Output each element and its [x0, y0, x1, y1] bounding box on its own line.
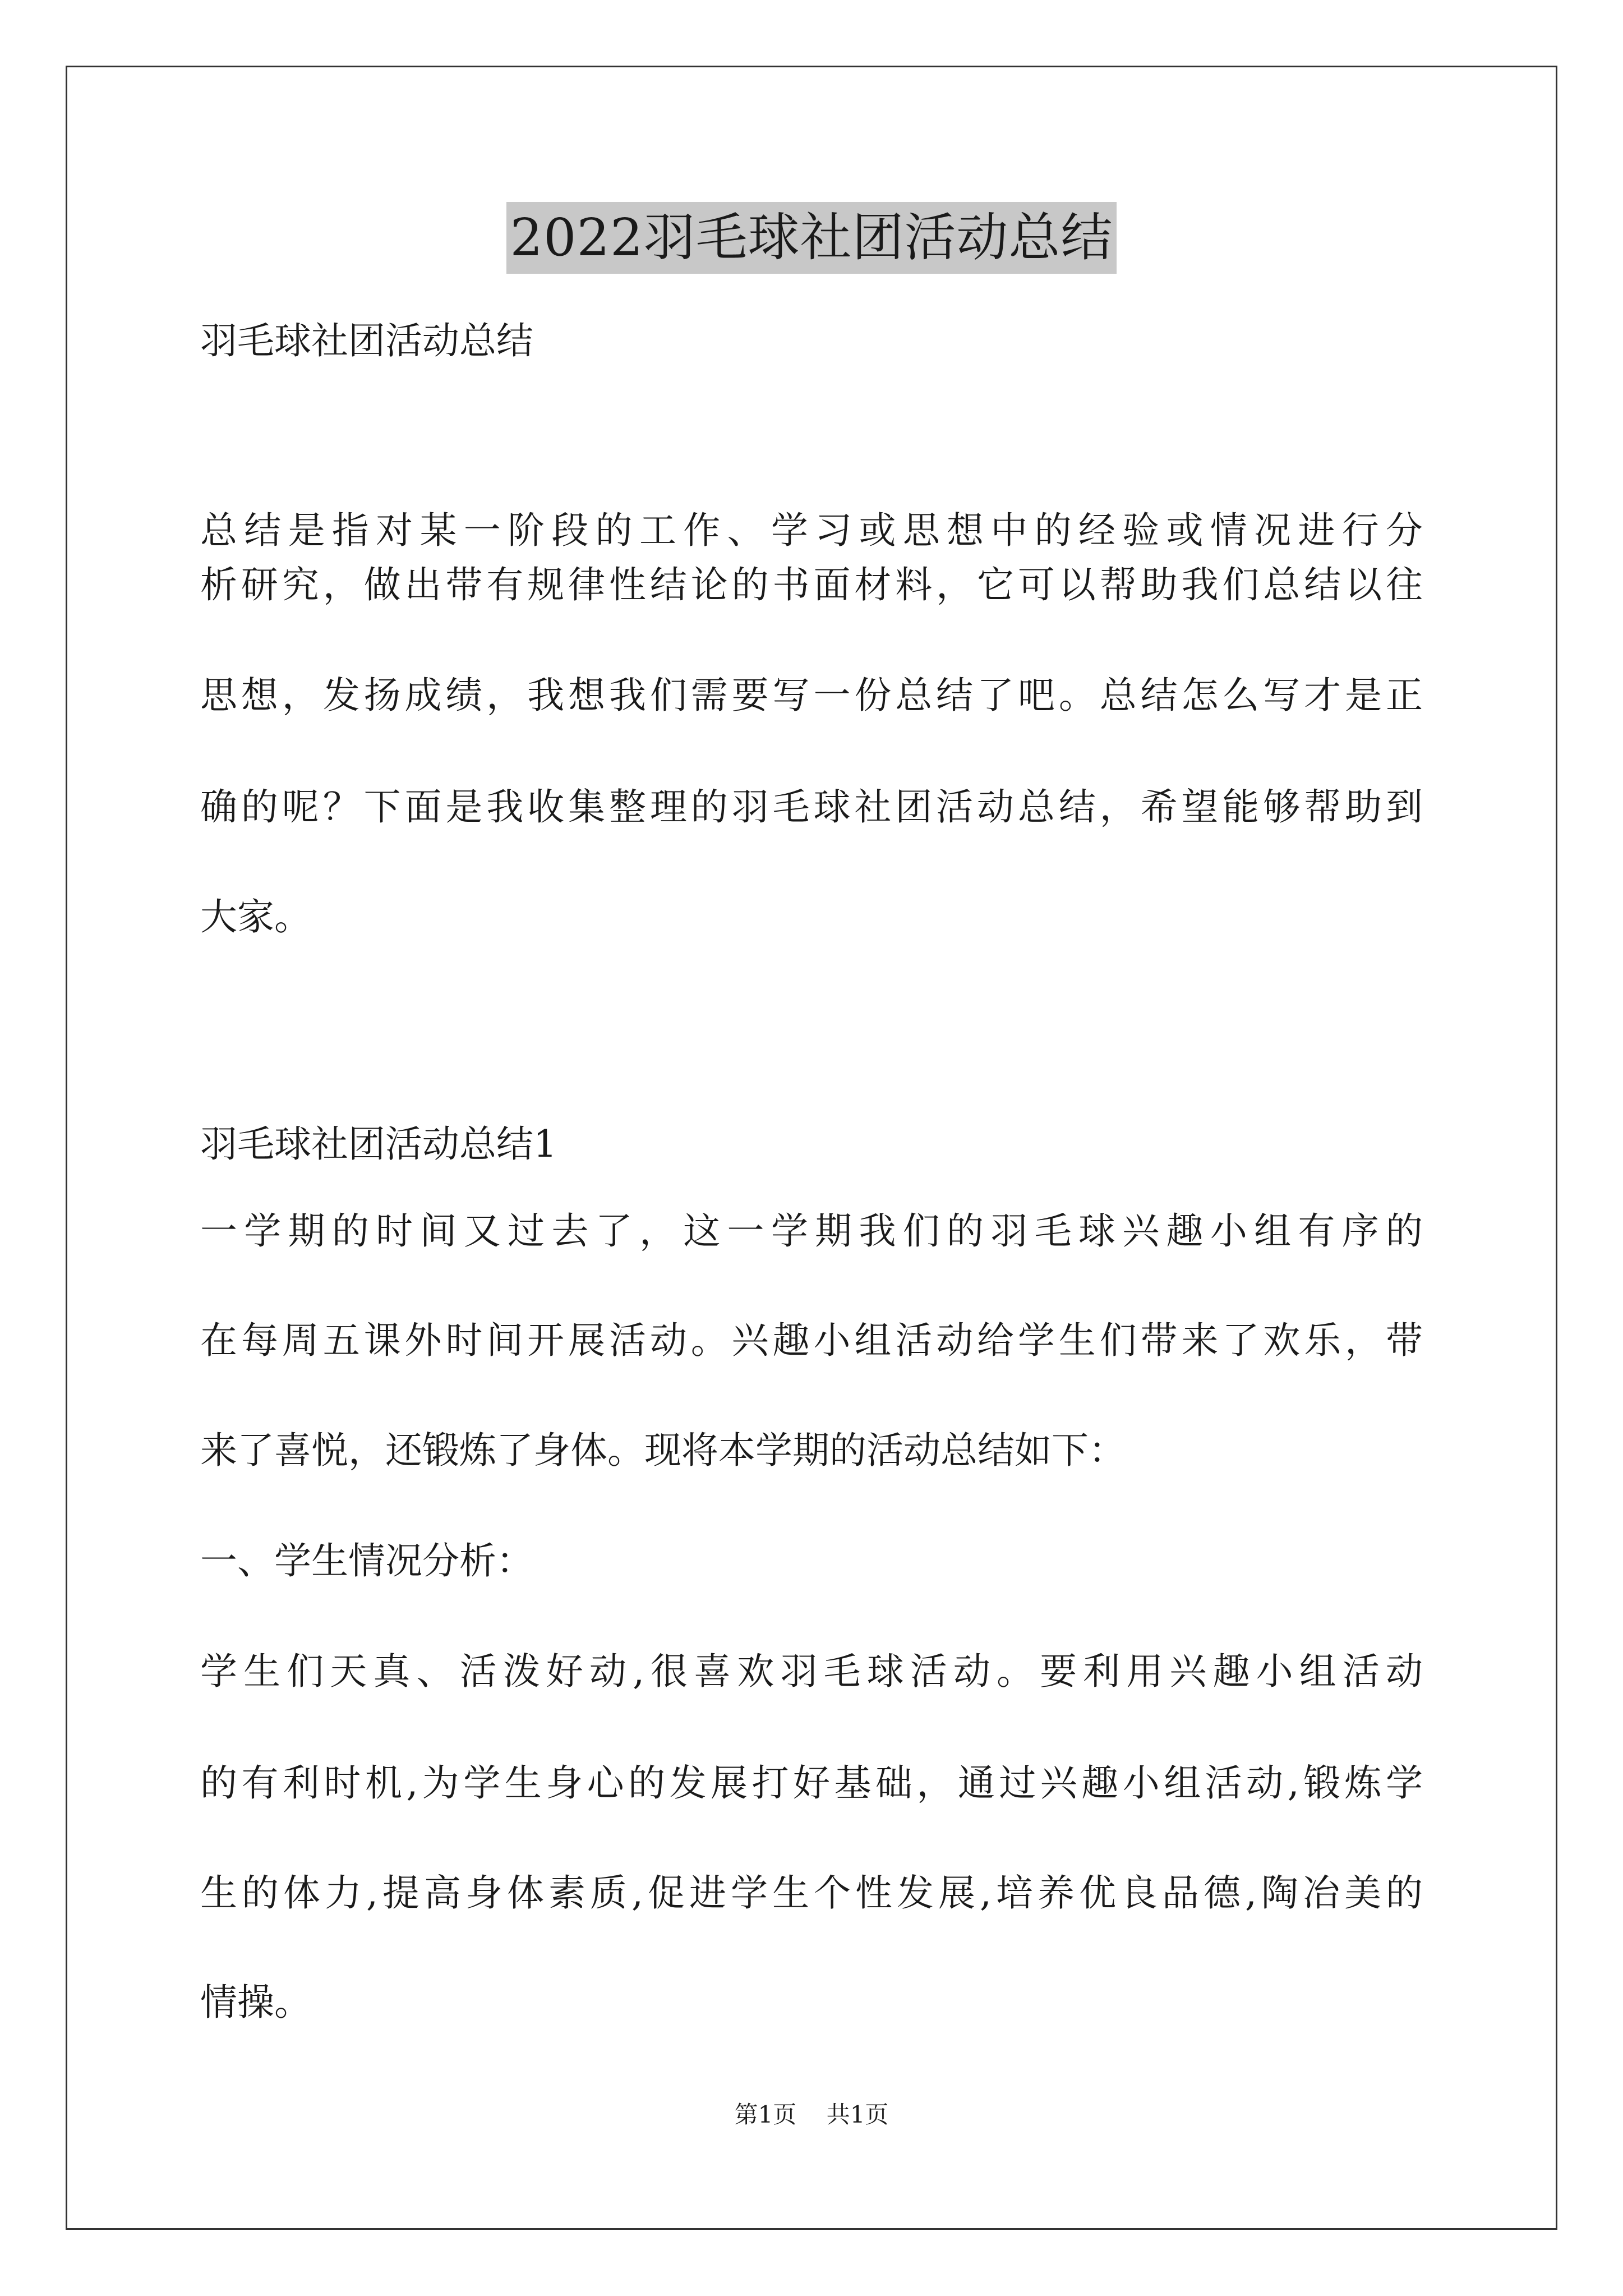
section-line: 情操。	[200, 1981, 311, 2024]
page-number: 第1页	[734, 2101, 797, 2128]
page-total: 共1页	[826, 2101, 889, 2128]
section-line: 来了喜悦，还锻炼了身体。现将本学期的活动总结如下：	[200, 1429, 1126, 1472]
title-block	[0, 202, 1623, 274]
intro-line: 总结是指对某一阶段的工作、学习或思想中的经验或情况进行分	[200, 509, 1423, 552]
document-title: 2022羽毛球社团活动总结	[506, 202, 1116, 274]
intro-line: 思想，发扬成绩，我想我们需要写一份总结了吧。总结怎么写才是正	[200, 674, 1423, 717]
section-line: 一学期的时间又过去了，这一学期我们的羽毛球兴趣小组有序的	[200, 1209, 1423, 1253]
page-footer	[0, 2098, 1623, 2132]
intro-line: 大家。	[200, 895, 311, 938]
section-line: 在每周五课外时间开展活动。兴趣小组活动给学生们带来了欢乐，带	[200, 1319, 1423, 1362]
section-line: 一、学生情况分析：	[200, 1539, 533, 1582]
section-heading: 羽毛球社团活动总结1	[200, 1122, 557, 1166]
section-line: 生的体力,提高身体素质,促进学生个性发展,培养优良品德,陶冶美的	[200, 1871, 1423, 1915]
section-line: 的有利时机,为学生身心的发展打好基础，通过兴趣小组活动,锻炼学	[200, 1761, 1423, 1805]
intro-line: 确的呢？下面是我收集整理的羽毛球社团活动总结，希望能够帮助到	[200, 785, 1423, 829]
section-line: 学生们天真、活泼好动,很喜欢羽毛球活动。要利用兴趣小组活动	[200, 1650, 1423, 1693]
intro-line: 析研究，做出带有规律性结论的书面材料，它可以帮助我们总结以往	[200, 563, 1423, 606]
document-subtitle: 羽毛球社团活动总结	[200, 319, 533, 362]
